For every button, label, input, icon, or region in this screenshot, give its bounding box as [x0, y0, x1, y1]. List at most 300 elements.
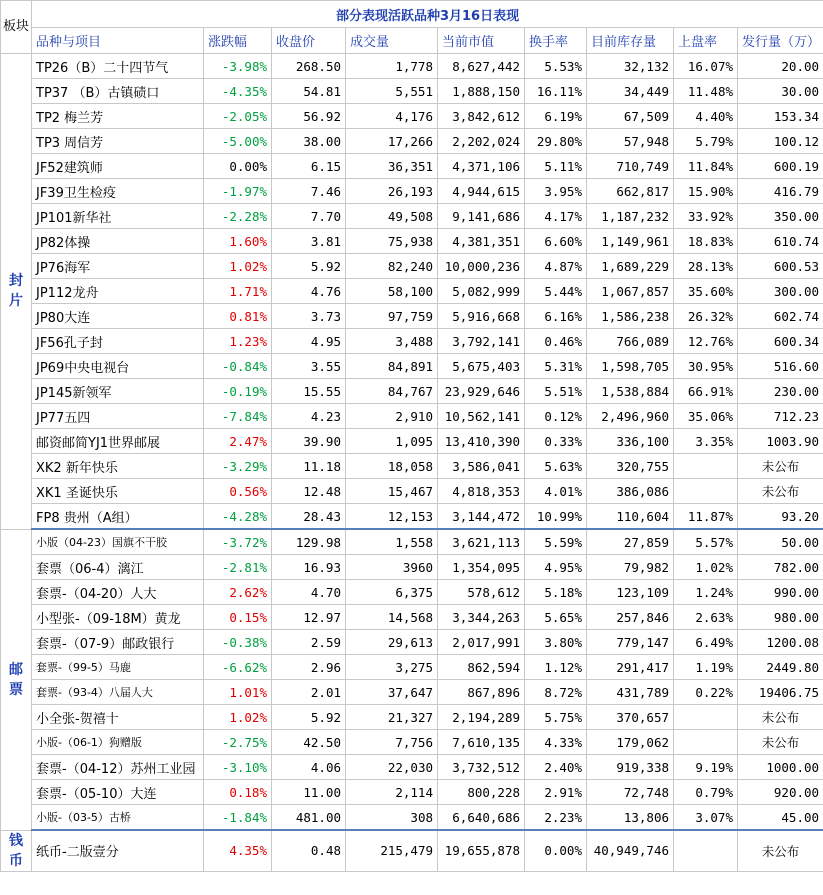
- cell-close: 28.43: [272, 504, 346, 530]
- cell-name: JF56孔子封: [32, 329, 204, 354]
- cell-volume: 3,488: [346, 329, 438, 354]
- cell-turnover: 4.17%: [525, 204, 587, 229]
- cell-change: -1.84%: [204, 805, 272, 831]
- cell-turnover: 5.11%: [525, 154, 587, 179]
- table-title: 部分表现活跃品种3月16日表现: [32, 1, 823, 28]
- table-row: [1, 379, 823, 404]
- cell-listed: 28.13%: [674, 254, 738, 279]
- table-row: [1, 479, 823, 504]
- section-label: [1, 54, 32, 530]
- cell-change: 1.02%: [204, 254, 272, 279]
- cell-issue: 516.60: [738, 354, 823, 379]
- cell-stock: 257,846: [587, 605, 674, 630]
- cell-name: JP76海军: [32, 254, 204, 279]
- cell-stock: 766,089: [587, 329, 674, 354]
- col-header-issue: 发行量（万）: [738, 28, 823, 54]
- cell-volume: 36,351: [346, 154, 438, 179]
- cell-change: -2.75%: [204, 730, 272, 755]
- cell-listed: 0.22%: [674, 680, 738, 705]
- cell-listed: 1.24%: [674, 580, 738, 605]
- cell-mcap: 1,888,150: [438, 79, 525, 104]
- cell-turnover: 5.18%: [525, 580, 587, 605]
- cell-change: 0.56%: [204, 479, 272, 504]
- table-row: [1, 179, 823, 204]
- cell-listed: 16.07%: [674, 54, 738, 79]
- cell-change: 4.35%: [204, 830, 272, 871]
- cell-change: -2.05%: [204, 104, 272, 129]
- cell-mcap: 5,082,999: [438, 279, 525, 304]
- col-header-change: 涨跌幅: [204, 28, 272, 54]
- cell-mcap: 862,594: [438, 655, 525, 680]
- cell-mcap: 13,410,390: [438, 429, 525, 454]
- table-row: [1, 529, 823, 555]
- cell-name: 小版-（06-1）狗赠版: [32, 730, 204, 755]
- cell-listed: 4.40%: [674, 104, 738, 129]
- table-row: [1, 580, 823, 605]
- cell-name: XK2 新年快乐: [32, 454, 204, 479]
- cell-issue: 990.00: [738, 580, 823, 605]
- cell-close: 2.01: [272, 680, 346, 705]
- cell-listed: 9.19%: [674, 755, 738, 780]
- cell-stock: 336,100: [587, 429, 674, 454]
- cell-close: 7.46: [272, 179, 346, 204]
- col-header-listed: 上盘率: [674, 28, 738, 54]
- cell-name: JP80大连: [32, 304, 204, 329]
- cell-change: -0.19%: [204, 379, 272, 404]
- cell-close: 3.81: [272, 229, 346, 254]
- cell-turnover: 0.46%: [525, 329, 587, 354]
- cell-listed: 1.19%: [674, 655, 738, 680]
- cell-turnover: 4.33%: [525, 730, 587, 755]
- cell-volume: 84,767: [346, 379, 438, 404]
- cell-change: -4.35%: [204, 79, 272, 104]
- cell-mcap: 19,655,878: [438, 830, 525, 871]
- cell-name: TP26（B）二十四节气: [32, 54, 204, 79]
- cell-stock: 320,755: [587, 454, 674, 479]
- cell-issue: 100.12: [738, 129, 823, 154]
- cell-stock: 779,147: [587, 630, 674, 655]
- cell-name: FP8 贵州（A组）: [32, 504, 204, 530]
- cell-close: 12.97: [272, 605, 346, 630]
- cell-volume: 4,176: [346, 104, 438, 129]
- cell-close: 2.59: [272, 630, 346, 655]
- cell-stock: 1,586,238: [587, 304, 674, 329]
- cell-turnover: 3.80%: [525, 630, 587, 655]
- cell-volume: 1,558: [346, 529, 438, 555]
- col-header-mcap: 当前市值: [438, 28, 525, 54]
- cell-issue: 300.00: [738, 279, 823, 304]
- cell-name: 小版（04-23）国旗不干胶: [32, 529, 204, 555]
- table-row: [1, 429, 823, 454]
- col-header-volume: 成交量: [346, 28, 438, 54]
- cell-mcap: 8,627,442: [438, 54, 525, 79]
- cell-mcap: 3,144,472: [438, 504, 525, 530]
- section-label: [1, 529, 32, 830]
- cell-turnover: 8.72%: [525, 680, 587, 705]
- cell-issue: 782.00: [738, 555, 823, 580]
- table-row: [1, 304, 823, 329]
- cell-mcap: 6,640,686: [438, 805, 525, 831]
- col-header-turnover: 换手率: [525, 28, 587, 54]
- cell-name: TP2 梅兰芳: [32, 104, 204, 129]
- cell-issue: 602.74: [738, 304, 823, 329]
- cell-name: JP112龙舟: [32, 279, 204, 304]
- cell-issue: 600.53: [738, 254, 823, 279]
- cell-name: JP77五四: [32, 404, 204, 429]
- cell-name: 小全张-贺禧十: [32, 705, 204, 730]
- cell-volume: 3,275: [346, 655, 438, 680]
- cell-mcap: 1,354,095: [438, 555, 525, 580]
- table-row: [1, 555, 823, 580]
- cell-issue: 600.19: [738, 154, 823, 179]
- cell-turnover: 1.12%: [525, 655, 587, 680]
- cell-volume: 82,240: [346, 254, 438, 279]
- cell-close: 5.92: [272, 705, 346, 730]
- cell-name: 套票（06-4）漓江: [32, 555, 204, 580]
- cell-listed: 0.79%: [674, 780, 738, 805]
- cell-issue: 1200.08: [738, 630, 823, 655]
- cell-stock: 32,132: [587, 54, 674, 79]
- cell-issue: 19406.75: [738, 680, 823, 705]
- cell-close: 7.70: [272, 204, 346, 229]
- cell-listed: 11.87%: [674, 504, 738, 530]
- cell-turnover: 6.60%: [525, 229, 587, 254]
- cell-turnover: 2.91%: [525, 780, 587, 805]
- cell-stock: 1,187,232: [587, 204, 674, 229]
- cell-volume: 1,095: [346, 429, 438, 454]
- table-row: [1, 54, 823, 79]
- cell-stock: 67,509: [587, 104, 674, 129]
- cell-name: JP101新华社: [32, 204, 204, 229]
- section-label-text: 封片: [9, 273, 23, 310]
- cell-mcap: 2,194,289: [438, 705, 525, 730]
- cell-mcap: 3,344,263: [438, 605, 525, 630]
- cell-issue: 920.00: [738, 780, 823, 805]
- cell-close: 4.70: [272, 580, 346, 605]
- cell-change: -2.28%: [204, 204, 272, 229]
- cell-name: 小型张-（09-18M）黄龙: [32, 605, 204, 630]
- cell-change: -4.28%: [204, 504, 272, 530]
- cell-issue: 1003.90: [738, 429, 823, 454]
- cell-mcap: 4,371,106: [438, 154, 525, 179]
- cell-change: -2.81%: [204, 555, 272, 580]
- cell-issue: 416.79: [738, 179, 823, 204]
- table-row: [1, 780, 823, 805]
- cell-name: 套票-（93-4）八届人大: [32, 680, 204, 705]
- cell-listed: 12.76%: [674, 329, 738, 354]
- table-row: [1, 805, 823, 831]
- cell-listed: 66.91%: [674, 379, 738, 404]
- cell-mcap: 10,562,141: [438, 404, 525, 429]
- cell-listed: 2.63%: [674, 605, 738, 630]
- cell-volume: 84,891: [346, 354, 438, 379]
- cell-close: 15.55: [272, 379, 346, 404]
- cell-listed: 33.92%: [674, 204, 738, 229]
- cell-issue: 600.34: [738, 329, 823, 354]
- cell-close: 11.18: [272, 454, 346, 479]
- table-row: [1, 630, 823, 655]
- cell-mcap: 10,000,236: [438, 254, 525, 279]
- cell-listed: 1.02%: [674, 555, 738, 580]
- cell-change: -6.62%: [204, 655, 272, 680]
- cell-volume: 2,910: [346, 404, 438, 429]
- cell-mcap: 867,896: [438, 680, 525, 705]
- cell-stock: 123,109: [587, 580, 674, 605]
- table-row: [1, 404, 823, 429]
- cell-stock: 1,689,229: [587, 254, 674, 279]
- cell-volume: 18,058: [346, 454, 438, 479]
- table-row: [1, 655, 823, 680]
- table-row: [1, 730, 823, 755]
- cell-listed: 5.57%: [674, 529, 738, 555]
- table-row: [1, 680, 823, 705]
- table-row: [1, 705, 823, 730]
- cell-listed: [674, 454, 738, 479]
- cell-turnover: 5.31%: [525, 354, 587, 379]
- cell-stock: 662,817: [587, 179, 674, 204]
- cell-change: -3.10%: [204, 755, 272, 780]
- table-row: [1, 204, 823, 229]
- col-header-close: 收盘价: [272, 28, 346, 54]
- cell-mcap: 2,017,991: [438, 630, 525, 655]
- cell-turnover: 6.19%: [525, 104, 587, 129]
- cell-turnover: 4.01%: [525, 479, 587, 504]
- table-row: [1, 154, 823, 179]
- cell-mcap: 23,929,646: [438, 379, 525, 404]
- table-row: [1, 79, 823, 104]
- section-label: [1, 830, 32, 871]
- cell-volume: 2,114: [346, 780, 438, 805]
- cell-volume: 6,375: [346, 580, 438, 605]
- cell-turnover: 5.44%: [525, 279, 587, 304]
- cell-listed: 26.32%: [674, 304, 738, 329]
- cell-mcap: 2,202,024: [438, 129, 525, 154]
- cell-stock: 919,338: [587, 755, 674, 780]
- cell-close: 6.15: [272, 154, 346, 179]
- cell-listed: [674, 479, 738, 504]
- cell-listed: 6.49%: [674, 630, 738, 655]
- corner-label: 板块: [2, 19, 29, 34]
- cell-volume: 75,938: [346, 229, 438, 254]
- cell-mcap: 5,675,403: [438, 354, 525, 379]
- cell-volume: 12,153: [346, 504, 438, 530]
- cell-name: JF39卫生检疫: [32, 179, 204, 204]
- cell-name: JP69中央电视台: [32, 354, 204, 379]
- cell-turnover: 5.51%: [525, 379, 587, 404]
- cell-mcap: 4,381,351: [438, 229, 525, 254]
- cell-volume: 14,568: [346, 605, 438, 630]
- cell-change: -1.97%: [204, 179, 272, 204]
- cell-mcap: 3,792,141: [438, 329, 525, 354]
- table-row: [1, 279, 823, 304]
- cell-name: 邮资邮简YJ1世界邮展: [32, 429, 204, 454]
- table-row: [1, 830, 823, 871]
- cell-close: 4.06: [272, 755, 346, 780]
- cell-issue: 1000.00: [738, 755, 823, 780]
- cell-volume: 58,100: [346, 279, 438, 304]
- cell-listed: 18.83%: [674, 229, 738, 254]
- cell-listed: 5.79%: [674, 129, 738, 154]
- cell-close: 38.00: [272, 129, 346, 154]
- cell-stock: 1,067,857: [587, 279, 674, 304]
- cell-close: 4.23: [272, 404, 346, 429]
- table-row: [1, 605, 823, 630]
- table-row: [1, 755, 823, 780]
- cell-stock: 57,948: [587, 129, 674, 154]
- cell-close: 268.50: [272, 54, 346, 79]
- cell-stock: 1,149,961: [587, 229, 674, 254]
- cell-volume: 3960: [346, 555, 438, 580]
- cell-issue: 45.00: [738, 805, 823, 831]
- cell-mcap: 7,610,135: [438, 730, 525, 755]
- cell-name: JP82体操: [32, 229, 204, 254]
- cell-stock: 386,086: [587, 479, 674, 504]
- cell-mcap: 800,228: [438, 780, 525, 805]
- cell-change: -7.84%: [204, 404, 272, 429]
- cell-change: -0.84%: [204, 354, 272, 379]
- cell-stock: 710,749: [587, 154, 674, 179]
- cell-volume: 37,647: [346, 680, 438, 705]
- cell-close: 129.98: [272, 529, 346, 555]
- cell-name: 小版-（03-5）古桥: [32, 805, 204, 831]
- cell-issue: 93.20: [738, 504, 823, 530]
- cell-mcap: 3,621,113: [438, 529, 525, 555]
- table-row: [1, 129, 823, 154]
- cell-stock: 1,598,705: [587, 354, 674, 379]
- cell-close: 11.00: [272, 780, 346, 805]
- cell-turnover: 6.16%: [525, 304, 587, 329]
- cell-turnover: 5.59%: [525, 529, 587, 555]
- cell-change: 0.81%: [204, 304, 272, 329]
- cell-stock: 431,789: [587, 680, 674, 705]
- cell-name: JF52建筑师: [32, 154, 204, 179]
- cell-name: 套票-（99-5）马鹿: [32, 655, 204, 680]
- cell-close: 4.95: [272, 329, 346, 354]
- cell-change: -3.72%: [204, 529, 272, 555]
- cell-volume: 215,479: [346, 830, 438, 871]
- cell-stock: 40,949,746: [587, 830, 674, 871]
- cell-change: -3.29%: [204, 454, 272, 479]
- table-row: [1, 354, 823, 379]
- cell-listed: 15.90%: [674, 179, 738, 204]
- cell-volume: 21,327: [346, 705, 438, 730]
- cell-name: XK1 圣诞快乐: [32, 479, 204, 504]
- cell-mcap: 4,818,353: [438, 479, 525, 504]
- cell-issue: 未公布: [738, 830, 823, 871]
- cell-close: 481.00: [272, 805, 346, 831]
- section-label-text: 邮票: [9, 661, 23, 698]
- cell-issue: 980.00: [738, 605, 823, 630]
- col-header-stock: 目前库存量: [587, 28, 674, 54]
- cell-volume: 1,778: [346, 54, 438, 79]
- cell-turnover: 10.99%: [525, 504, 587, 530]
- cell-issue: 712.23: [738, 404, 823, 429]
- cell-stock: 79,982: [587, 555, 674, 580]
- cell-issue: 230.00: [738, 379, 823, 404]
- cell-stock: 1,538,884: [587, 379, 674, 404]
- cell-change: -0.38%: [204, 630, 272, 655]
- cell-turnover: 4.95%: [525, 555, 587, 580]
- table-row: [1, 229, 823, 254]
- cell-issue: 未公布: [738, 705, 823, 730]
- table-row: [1, 254, 823, 279]
- cell-issue: 350.00: [738, 204, 823, 229]
- cell-change: 0.18%: [204, 780, 272, 805]
- cell-listed: 3.07%: [674, 805, 738, 831]
- cell-close: 3.55: [272, 354, 346, 379]
- cell-name: JP145新领军: [32, 379, 204, 404]
- cell-issue: 2449.80: [738, 655, 823, 680]
- header-row: [1, 28, 823, 54]
- cell-stock: 13,806: [587, 805, 674, 831]
- cell-issue: 未公布: [738, 479, 823, 504]
- cell-change: 1.23%: [204, 329, 272, 354]
- cell-turnover: 0.00%: [525, 830, 587, 871]
- table-row: [1, 329, 823, 354]
- cell-volume: 7,756: [346, 730, 438, 755]
- cell-change: 1.01%: [204, 680, 272, 705]
- cell-turnover: 29.80%: [525, 129, 587, 154]
- cell-close: 4.76: [272, 279, 346, 304]
- cell-name: TP37 （B）古镇碛口: [32, 79, 204, 104]
- cell-stock: 27,859: [587, 529, 674, 555]
- cell-change: -5.00%: [204, 129, 272, 154]
- cell-mcap: 3,732,512: [438, 755, 525, 780]
- cell-stock: 291,417: [587, 655, 674, 680]
- cell-turnover: 5.65%: [525, 605, 587, 630]
- cell-mcap: 5,916,668: [438, 304, 525, 329]
- cell-change: 2.62%: [204, 580, 272, 605]
- cell-issue: 未公布: [738, 730, 823, 755]
- col-header-name: 品种与项目: [32, 28, 204, 54]
- cell-stock: 179,062: [587, 730, 674, 755]
- cell-stock: 370,657: [587, 705, 674, 730]
- cell-volume: 5,551: [346, 79, 438, 104]
- cell-name: 套票-（04-12）苏州工业园: [32, 755, 204, 780]
- cell-turnover: 5.53%: [525, 54, 587, 79]
- cell-mcap: 9,141,686: [438, 204, 525, 229]
- cell-stock: 2,496,960: [587, 404, 674, 429]
- cell-close: 5.92: [272, 254, 346, 279]
- cell-mcap: 3,586,041: [438, 454, 525, 479]
- cell-mcap: 4,944,615: [438, 179, 525, 204]
- cell-close: 12.48: [272, 479, 346, 504]
- cell-stock: 110,604: [587, 504, 674, 530]
- cell-listed: [674, 705, 738, 730]
- cell-close: 54.81: [272, 79, 346, 104]
- cell-volume: 308: [346, 805, 438, 831]
- cell-close: 2.96: [272, 655, 346, 680]
- cell-turnover: 0.12%: [525, 404, 587, 429]
- cell-name: 套票-（07-9）邮政银行: [32, 630, 204, 655]
- cell-close: 3.73: [272, 304, 346, 329]
- cell-turnover: 5.63%: [525, 454, 587, 479]
- corner-header: [1, 1, 32, 54]
- cell-turnover: 5.75%: [525, 705, 587, 730]
- cell-change: 1.02%: [204, 705, 272, 730]
- cell-mcap: 3,842,612: [438, 104, 525, 129]
- cell-listed: 30.95%: [674, 354, 738, 379]
- cell-mcap: 578,612: [438, 580, 525, 605]
- cell-turnover: 3.95%: [525, 179, 587, 204]
- cell-turnover: 2.23%: [525, 805, 587, 831]
- cell-issue: 610.74: [738, 229, 823, 254]
- cell-issue: 30.00: [738, 79, 823, 104]
- cell-name: TP3 周信芳: [32, 129, 204, 154]
- cell-issue: 20.00: [738, 54, 823, 79]
- cell-change: 0.15%: [204, 605, 272, 630]
- cell-issue: 未公布: [738, 454, 823, 479]
